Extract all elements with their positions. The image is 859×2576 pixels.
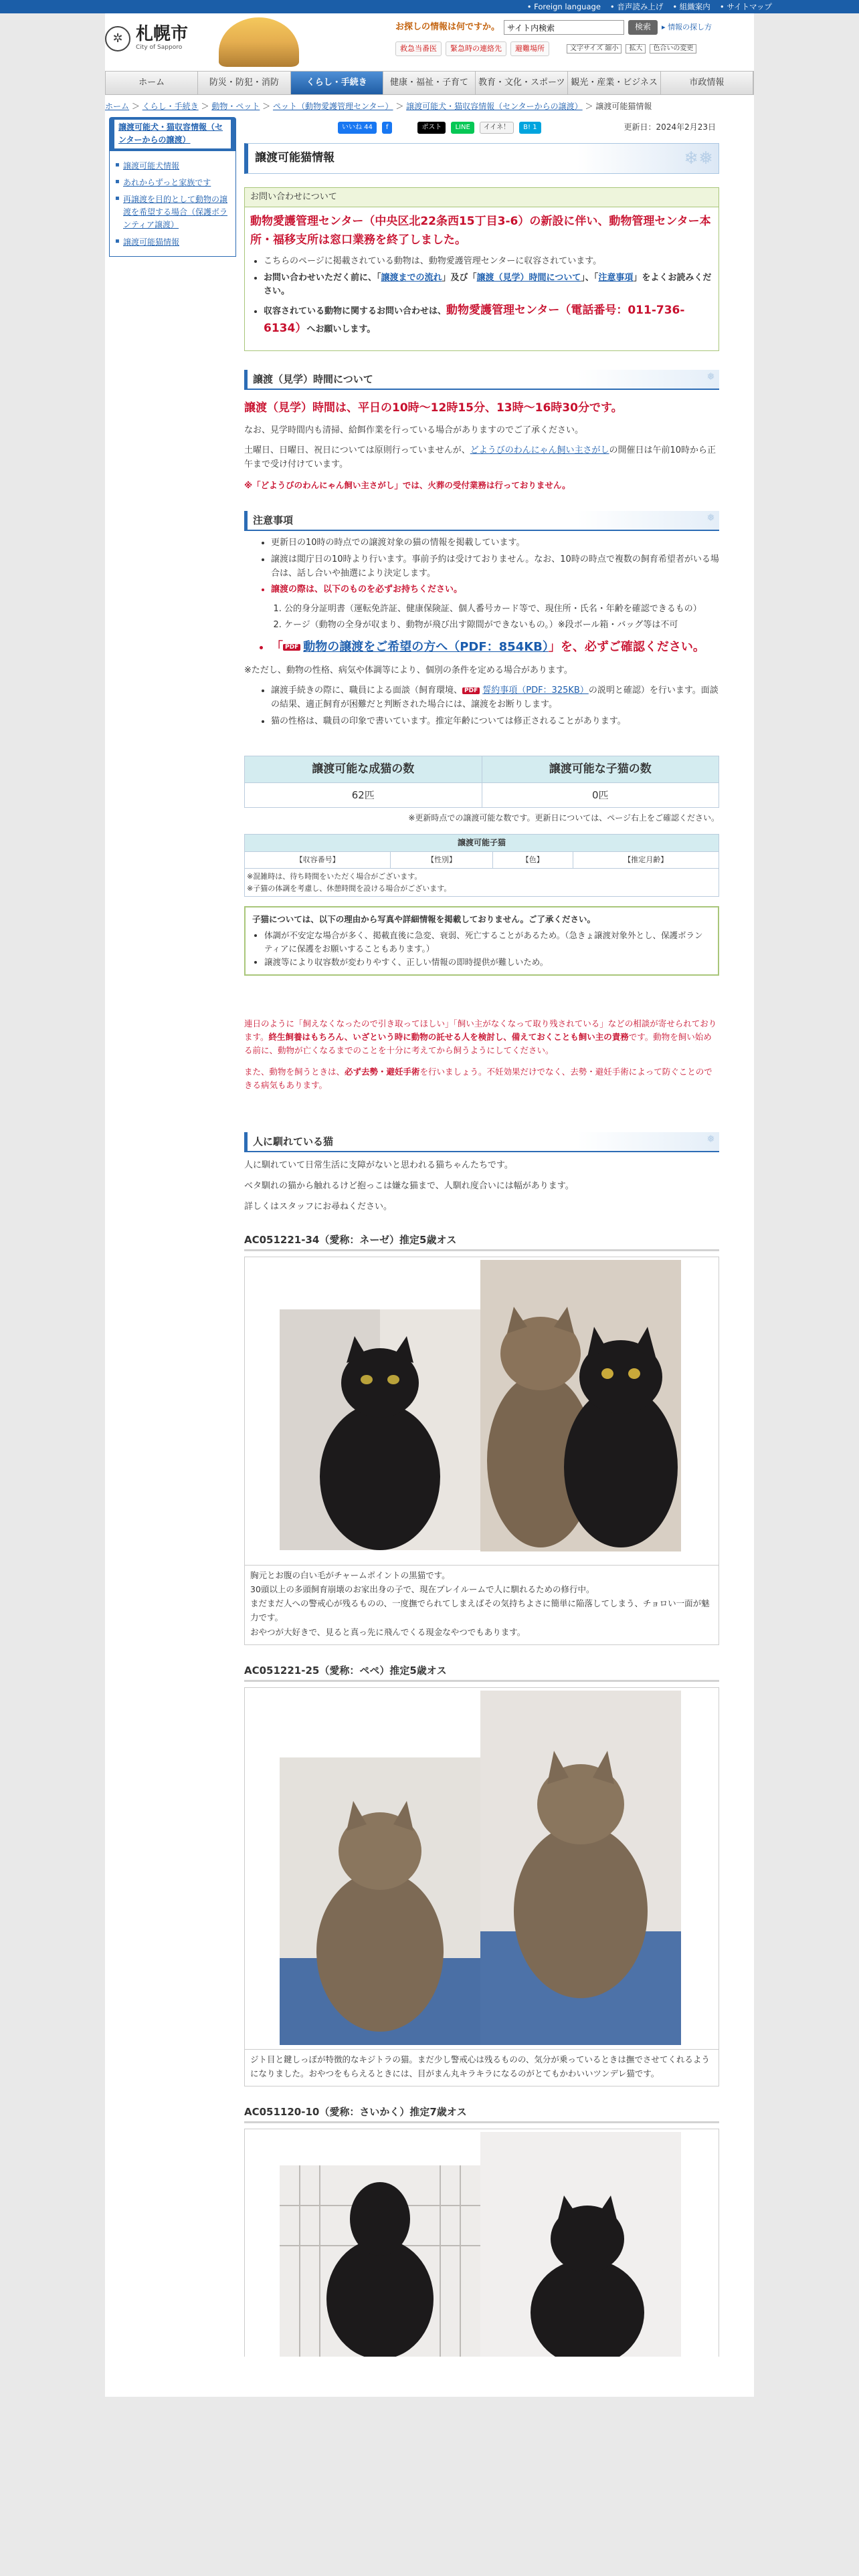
contact-b2-post: 」をよくお読みください。 [264, 272, 712, 297]
contact-b2-mid: 」及び「 [442, 272, 477, 283]
notes-item-2: 2. ケージ（動物の全身が収まり、動物が飛び出す隙間ができないもの。）※段ボール箱・バッグ等は不可 [284, 619, 719, 633]
kitten-col-age: 【推定月齢】 [573, 852, 719, 869]
warning-p2-b: 必ず去勢・避妊手術 [345, 1067, 420, 1077]
site-header [105, 13, 754, 71]
sidebar-box [109, 151, 236, 257]
crumb-pets[interactable]: 動物・ペット [211, 102, 260, 111]
search-input[interactable] [504, 20, 624, 35]
evacuation-link[interactable]: 避難場所 [510, 41, 549, 56]
cat-photo-black-sitting [480, 2132, 681, 2357]
cat-description: ジト目と鍵しっぽが特徴的なキジトラの猫。まだ少し警戒心は残るものの、気分が乗っているときは撫でさせてくれるようになりました。おやつをもらえるときには、目がまん丸キラキラになるのがとてもかわいいツンデレ猫です。 [245, 2049, 719, 2086]
main-area [105, 117, 754, 2397]
notes-cond-1 [271, 684, 719, 712]
kitten-table [244, 834, 719, 897]
hatena-bookmark-button[interactable]: B! 1 [519, 122, 541, 134]
notes-note: ※ただし、動物の性格、病気や体調等により、個別の条件を定める場合があります。 [244, 665, 573, 675]
crumb-home[interactable]: ホーム [105, 102, 130, 111]
cat-photo-black [280, 1309, 480, 1550]
page-title: 譲渡可能猫情報 [255, 151, 335, 165]
line-button[interactable]: LINE [451, 122, 474, 134]
crumb-pet-center[interactable]: ペット（動物愛護管理センター） [272, 102, 393, 111]
share-bar [244, 121, 719, 134]
time-lead: 譲渡（見学）時間は、平日の10時～12時15分、13時～16時30分です。 [244, 401, 623, 415]
warning-p1 [244, 1017, 719, 1057]
adult-count-value: 62匹 [245, 783, 482, 808]
time-p3: ※「どようびのわんにゃん飼い主さがし」では、火葬の受付業務は行っておりません。 [244, 480, 571, 491]
search-howto-link[interactable]: ▸ 情報の探し方 [662, 23, 712, 32]
warning-p2 [244, 1065, 719, 1092]
contact-phone: 動物愛護管理センター（電話番号：011-736-6134） [264, 304, 685, 336]
sidebar-head-link[interactable]: 譲渡可能犬・猫収容情報（センターからの譲渡） [114, 120, 231, 148]
site-logo[interactable] [105, 25, 188, 52]
pdf-badge-icon: PDF [283, 644, 300, 651]
warning-p1-a: 連日のように「飼えなくなったので引き取ってほしい」「飼い主がなくなって取り残されている」などの相談が寄せられております。 [244, 1018, 717, 1043]
contact-b3-pre: 収容されている動物に関するお問い合わせは、 [264, 306, 447, 317]
emergency-doctor-link[interactable]: 救急当番医 [395, 41, 442, 56]
snowflake-icon: ❄❅ [684, 148, 713, 169]
contact-notice-head: お問い合わせについて [245, 188, 719, 208]
pledge-pdf-link[interactable]: 誓約事項（PDF：325KB） [482, 685, 589, 696]
sidebar-link-volunteer[interactable]: 再譲渡を目的として動物の譲渡を希望する場合（保護ボランティア譲渡） [123, 194, 228, 230]
cat-photo-tabby-2 [480, 1691, 681, 2045]
warning-p1-b: 終生飼養はもちろん、いざという時に動物の託せる人を検討し、備えておくことも飼い主の責務 [268, 1032, 629, 1043]
search-button[interactable]: 検索 [628, 20, 658, 34]
search-question: お探しの情報は何ですか。 [395, 21, 500, 32]
pdf-pre: 「 [271, 639, 283, 654]
sidebar-item-cats [115, 234, 230, 251]
facebook-like-button[interactable]: いいね 44 [338, 122, 377, 134]
kitten-info-2: • 譲渡等により収容数が変わりやすく、正しい情報の即時提供が難しいため。 [264, 956, 711, 969]
logo-sub: City of Sapporo [136, 44, 183, 51]
adult-count-header: 譲渡可能な成猫の数 [245, 756, 482, 782]
gnav-home[interactable]: ホーム [106, 72, 198, 94]
kitten-info-lead: 子猫については、以下の理由から写真や詳細情報を掲載しておりません。ご了承ください。 [252, 914, 596, 925]
color-change-button[interactable]: 色合いの変更 [650, 44, 696, 53]
contact-b3-post: へお願いします。 [306, 324, 376, 335]
warning-p2-c: を行いましょう。不妊効果だけでなく、去勢・避妊手術によって防ぐことのできる病気もあります。 [244, 1067, 712, 1091]
time-p1: なお、見学時間内も清掃、給餌作業を行っている場合がありますのでご了承ください。 [244, 425, 584, 435]
count-note: ※更新時点での譲渡可能な数です。更新日については、ページ右上をご確認ください。 [408, 813, 719, 823]
iine-button[interactable]: イイネ！ [480, 122, 514, 134]
notes-bullet-2: • 譲渡は閲庁日の10時より行います。事前予約は受けておりません。なお、10時の時点で複数の飼育希望者がいる場合は、話し合いや抽選により決定します。 [271, 553, 719, 581]
gnav-living[interactable]: くらし・手続き [291, 72, 383, 94]
crumb-current: 譲渡可能猫情報 [595, 102, 652, 111]
contact-bullet-1: • こちらのページに掲載されている動物は、動物愛護管理センターに収容されています。 [264, 255, 713, 269]
cat-photo-tabby-1 [280, 1757, 480, 2045]
friendly-p2: ベタ馴れの猫から触れるけど抱っこは嫌な猫まで、人馴れ度合いには幅があります。 [244, 1180, 574, 1191]
breadcrumb: ホーム ＞ くらし・手続き ＞ 動物・ペット ＞ ペット（動物愛護管理センター） ＞ 譲渡可能犬・猫収容情報（センターからの譲渡） ＞ 譲渡可能猫情報 [105, 95, 754, 117]
gnav-city[interactable]: 市政情報 [661, 72, 753, 94]
kitten-info-box [244, 906, 719, 976]
snowflake-icon: ❅ [706, 370, 715, 383]
cat-title: AC051221-34（愛称：ネーゼ）推定5歳オス [244, 1232, 719, 1251]
kitten-table-caption: 譲渡可能子猫 [245, 835, 719, 852]
notes-heading [244, 511, 719, 531]
warning-p2-a: また、動物を飼うときは、 [244, 1067, 345, 1077]
updated-date: 更新日：2024年2月23日 [624, 122, 716, 132]
organization-link[interactable]: • 組織案内 [672, 1, 710, 11]
c1-post: の説明と確認）を行います。面談の結果、適正飼育が困難だと判断された場合には、譲渡をお断りします。 [271, 685, 719, 710]
kitten-col-color: 【色】 [492, 852, 573, 869]
pdf-post: 」を、必ずご確認ください。 [548, 639, 705, 654]
header-decoration-image [219, 17, 299, 67]
notes-bullet-1: • 更新日の10時の時点での譲渡対象の猫の情報を掲載しています。 [271, 536, 719, 550]
friendly-p3: 詳しくはスタッフにお尋ねください。 [244, 1201, 393, 1212]
crumb-living[interactable]: くらし・手続き [142, 102, 199, 111]
contact-b2-mid2: 」、「 [581, 272, 599, 283]
kitten-note-2: ※子猫の体調を考慮し、休憩時間を設ける場合がございます。 [247, 883, 452, 893]
cat-photo-pair [480, 1260, 681, 1551]
sidebar-head [109, 117, 236, 150]
kitten-col-sex: 【性別】 [391, 852, 493, 869]
search-area [395, 20, 754, 56]
cat-photo-black-cage [280, 2165, 480, 2357]
search-howto-label: 情報の探し方 [668, 23, 712, 32]
crumb-adoption[interactable]: 譲渡可能犬・猫収容情報（センターからの譲渡） [406, 102, 583, 111]
time-heading [244, 370, 719, 390]
contact-bullet-2 [264, 272, 713, 300]
sitemap-link[interactable]: • サイトマップ [719, 1, 772, 11]
x-post-button[interactable]: ポスト [417, 122, 446, 134]
gnav-safety[interactable]: 防災・防犯・消防 [198, 72, 290, 94]
emergency-contact-link[interactable]: 緊急時の連絡先 [446, 41, 506, 56]
kitten-count-value: 0匹 [482, 783, 719, 808]
adoption-pdf-link[interactable]: 動物の譲渡をご希望の方へ（PDF：854KB） [303, 639, 549, 654]
gnav-health[interactable]: 健康・福祉・子育て [383, 72, 476, 94]
time-heading-text: 譲渡（見学）時間について [253, 372, 373, 385]
kitten-info-1: • 体調が不安定な場合が多く、掲載直後に急変、衰弱、死亡することがあるため。（急きょ譲渡対象外とし、保護ボランティアに保護をお願いすることもあります。） [264, 929, 711, 956]
text-shrink-button[interactable]: 文字サイズ 縮小 [567, 44, 622, 53]
notes-link[interactable]: 注意事項 [598, 272, 634, 283]
text-enlarge-button[interactable]: 拡大 [626, 44, 646, 53]
page-title-box [244, 143, 719, 173]
contact-lead: 動物愛護管理センター（中央区北22条西15丁目3-6）の新設に伴い、動物管理センター本所・福移支所は窓口業務を終了しました。 [250, 215, 711, 247]
notes-item-1: 1. 公的身分証明書（運転免許証、健康保険証、個人番号カード等で、現住所・氏名・年齢を確認できるもの） [284, 603, 719, 617]
friendly-heading [244, 1132, 719, 1152]
count-table [244, 756, 719, 808]
notes-heading-text: 注意事項 [253, 514, 294, 527]
saturday-event-link[interactable]: どようびのわんにゃん飼い主さがし [470, 445, 609, 456]
time-p2-pre: 土曜日、日曜日、祝日については原則行っていませんが、 [244, 445, 470, 456]
sidebar-link-dogs[interactable]: 譲渡可能犬情報 [123, 160, 180, 171]
visit-time-link[interactable]: 譲渡（見学）時間について [476, 272, 581, 283]
kitten-table-notes [245, 869, 719, 897]
kitten-note-1: ※混雑時は、待ち時間をいただく場合がございます。 [247, 872, 422, 881]
time-p2-post: の開催日は午前10時から正午まで受け付けています。 [244, 445, 717, 470]
pdf-badge-icon: PDF [462, 687, 480, 694]
snowflake-icon: ❅ [706, 512, 715, 524]
global-nav [105, 71, 754, 95]
sidebar-item-volunteer [115, 191, 230, 234]
contact-notice-box [244, 187, 719, 351]
cat-description: 胸元とお腹の白い毛がチャームポイントの黒猫です。 30頭以上の多頭飼育崩壊のお家出身の子で、現在プレイルームで人に馴れるための修行中。 まだまだ人への警戒心が残るものの、一度撫でられてしまえばその気持ちよさに簡単に陥落してしまう、チョロい一面が魅力です。 おやつが大好きで、見ると真っ先に飛んでくる現金なやつでもあります。 [245, 1565, 719, 1644]
warning-p1-c: です。動物を飼い始める前に、動物が亡くなるまでのことを十分に考えてから飼うようにしてください。 [244, 1032, 712, 1056]
friendly-p1: 人に馴れていて日常生活に支障がないと思われる猫ちゃんたちです。 [244, 1160, 513, 1171]
cat-card [244, 2129, 719, 2357]
sidebar-item-family [115, 175, 230, 191]
cat-card [244, 1257, 719, 1645]
cat-photos [245, 1257, 719, 1565]
friendly-heading-text: 人に馴れている猫 [253, 1136, 334, 1148]
gnav-tourism[interactable]: 観光・産業・ビジネス [568, 72, 660, 94]
sidebar-link-cats[interactable]: 譲渡可能猫情報 [123, 237, 180, 247]
facebook-share-icon[interactable]: f [382, 122, 393, 134]
flow-link[interactable]: 譲渡までの流れ [381, 272, 442, 283]
contact-b2-pre: お問い合わせいただく前に、「 [264, 272, 381, 283]
sidebar-item-dogs [115, 158, 230, 175]
c1-pre: 譲渡手続きの際に、職員による面談（飼育環境、 [271, 685, 463, 696]
cat-title: AC051120-10（愛称：さいかく）推定7歳オス [244, 2104, 719, 2123]
cat-title: AC051221-25（愛称：ペペ）推定5歳オス [244, 1662, 719, 1682]
kitten-count-header: 譲渡可能な子猫の数 [482, 756, 719, 782]
snowflake-icon: ❅ [706, 1133, 715, 1146]
time-p2 [244, 444, 719, 472]
voice-reader-link[interactable]: • 音声読み上げ [609, 1, 664, 11]
notes-bullet-3: • 譲渡の際は、以下のものを必ずお持ちください。 [271, 583, 719, 597]
gnav-education[interactable]: 教育・文化・スポーツ [476, 72, 568, 94]
contact-bullet-3 [264, 302, 713, 338]
notes-cond-2: • 猫の性格は、職員の印象で書いています。推定年齢については修正されることがあります。 [271, 715, 719, 729]
sidebar-link-family[interactable]: あれからずっと家族です [123, 177, 211, 187]
foreign-language-link[interactable]: • Foreign language [527, 1, 601, 11]
cat-photos [245, 1688, 719, 2049]
utility-bar [0, 0, 859, 13]
kitten-col-id: 【収容番号】 [245, 852, 391, 869]
main-content [244, 117, 725, 2397]
logo-name: 札幌市 [136, 24, 189, 44]
page-wrapper [105, 13, 754, 2397]
sidebar [105, 117, 244, 2397]
pdf-bullet [271, 638, 719, 657]
city-emblem-icon: ✲ [105, 26, 130, 51]
cat-card [244, 1687, 719, 2087]
cat-photos [245, 2129, 719, 2357]
